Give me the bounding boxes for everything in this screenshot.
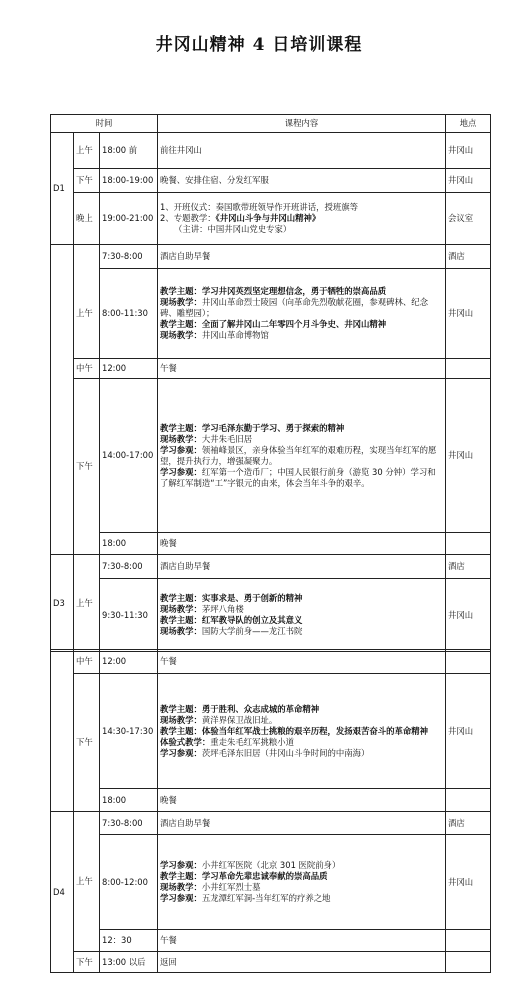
content-cell <box>158 379 446 533</box>
content-cell: 前往井冈山 <box>158 133 446 169</box>
table-row <box>51 812 491 835</box>
page-title: 井冈山精神 4 日培训课程 <box>155 35 363 55</box>
content-text: 黄洋界保卫战旧址。 <box>201 714 278 725</box>
content-label: 现场教学： <box>160 330 202 340</box>
place-cell: 井冈山 <box>446 674 491 789</box>
content-cell <box>158 269 446 359</box>
period-am: 上午 <box>74 269 100 359</box>
content-line <box>160 467 443 489</box>
period-am: 上午 <box>74 133 100 169</box>
table-row <box>51 789 491 812</box>
place-cell <box>446 650 491 674</box>
content-line <box>160 330 443 341</box>
content-line <box>160 593 443 604</box>
period-noon: 中午 <box>74 650 100 674</box>
content-cell <box>158 674 446 789</box>
content-label: 学习参观： <box>160 444 202 455</box>
time-cell: 7:30-8:00 <box>100 245 158 269</box>
content-cell: 酒店自助早餐 <box>158 245 446 269</box>
content-label: 教学主题： <box>160 871 202 881</box>
content-line <box>160 871 443 882</box>
header-place: 地点 <box>446 115 491 133</box>
content-text: 实事求是、勇于创新的精神 <box>201 593 303 603</box>
time-cell: 18:00 前 <box>100 133 158 169</box>
content-cell: 晚餐、安排住宿、分发红军服 <box>158 169 446 193</box>
content-label: 学习参观： <box>160 893 202 903</box>
content-text: 红军教导队的创立及其意义 <box>201 615 303 625</box>
place-cell: 井冈山 <box>446 169 491 193</box>
day-label-d3-cont <box>51 650 74 812</box>
table-row <box>51 650 491 674</box>
day-label-d1: D1 <box>51 133 74 245</box>
period-pm: 下午 <box>74 379 100 555</box>
content-label: 现场教学： <box>160 604 202 614</box>
content-text: 重走朱毛红军挑粮小道 <box>210 736 294 747</box>
header-content: 课程内容 <box>158 115 446 133</box>
content-label: 现场教学： <box>160 297 202 307</box>
content-text: 茨坪毛泽东旧居（井冈山斗争时间的中南海） <box>201 747 370 758</box>
table-row <box>51 269 491 359</box>
place-cell <box>446 789 491 812</box>
content-text: 大井朱毛旧居 <box>201 433 253 444</box>
table-row <box>51 245 491 269</box>
period-pm: 下午 <box>74 674 100 812</box>
content-line: （主讲：中国井冈山党史专家） <box>174 224 292 234</box>
place-cell <box>446 533 491 555</box>
content-text: 学习毛泽东勤于学习、勇于探索的精神 <box>201 422 345 433</box>
period-pm: 下午 <box>74 952 100 973</box>
place-cell <box>446 359 491 379</box>
day-label-d2 <box>51 245 74 555</box>
content-line <box>160 319 443 330</box>
content-cell: 午餐 <box>158 930 446 952</box>
content-text: 井冈山革命烈士陵园（向革命先烈敬献花圈，参观碑林、纪念碑、雕塑园）； <box>160 297 428 318</box>
content-text: 体验当年红军战士挑粮的艰辛历程，发扬艰苦奋斗的革命精神 <box>201 725 428 736</box>
content-line <box>160 715 443 726</box>
content-line <box>160 423 443 434</box>
place-cell <box>446 952 491 973</box>
content-line <box>160 860 443 871</box>
content-text: 《井冈山斗争与井冈山精神》 <box>215 213 321 223</box>
content-text: 小井红军医院（北京 301 医院前身） <box>201 860 341 870</box>
header-time: 时间 <box>51 115 158 133</box>
content-cell <box>158 579 446 652</box>
content-cell: 返回 <box>158 952 446 973</box>
content-text: 领袖峰景区，亲身体验当年红军的艰难历程，实现当年红军的愿望，提升执行力，增强凝聚力。 <box>160 444 437 466</box>
time-cell: 14:00-17:00 <box>100 379 158 533</box>
content-line <box>160 213 443 224</box>
content-label: 现场教学： <box>160 433 202 444</box>
place-cell: 井冈山 <box>446 133 491 169</box>
content-text: 小井红军烈士墓 <box>201 882 261 892</box>
content-text: 五龙潭红军洞-当年红军的疗养之地 <box>201 893 331 903</box>
time-cell: 12:00 <box>100 650 158 674</box>
content-line <box>160 704 443 715</box>
content-line: 1、开班仪式：奏国歌带班领导作开班讲话，授班旗等 <box>160 202 358 212</box>
content-label: 学习参观： <box>160 747 202 758</box>
content-cell: 晚餐 <box>158 533 446 555</box>
content-line <box>160 297 443 319</box>
time-cell: 7:30-8:00 <box>100 812 158 835</box>
content-line <box>160 882 443 893</box>
content-label: 学习参观： <box>160 466 202 477</box>
content-label: 教学主题： <box>160 319 202 329</box>
table-header-row <box>51 115 491 133</box>
content-label: 2、专题教学： <box>160 213 216 223</box>
content-text: 学习革命先辈忠诚奉献的崇高品质 <box>201 871 328 881</box>
table-row <box>51 133 491 169</box>
table-row <box>51 930 491 952</box>
content-cell: 酒店自助早餐 <box>158 555 446 579</box>
time-cell: 9:30-11:30 <box>100 579 158 652</box>
content-label: 现场教学： <box>160 626 202 636</box>
time-cell: 7:30-8:00 <box>100 555 158 579</box>
content-label: 教学主题： <box>160 593 202 603</box>
content-text: 全面了解井冈山二年零四个月斗争史、井冈山精神 <box>201 319 387 329</box>
period-am: 上午 <box>74 812 100 952</box>
table-row <box>51 169 491 193</box>
period-am: 上午 <box>74 555 100 652</box>
content-label: 教学主题： <box>160 286 202 296</box>
content-cell: 午餐 <box>158 650 446 674</box>
content-text: 井冈山革命博物馆 <box>201 330 269 340</box>
time-cell: 18:00 <box>100 533 158 555</box>
period-pm: 下午 <box>74 169 100 193</box>
place-cell: 井冈山 <box>446 379 491 533</box>
time-cell: 19:00-21:00 <box>100 193 158 245</box>
content-line <box>160 893 443 904</box>
table-row <box>51 835 491 930</box>
day-label-d4: D4 <box>51 812 74 973</box>
place-cell: 井冈山 <box>446 269 491 359</box>
place-cell: 酒店 <box>446 812 491 835</box>
content-line <box>160 445 443 467</box>
period-blank <box>74 245 100 269</box>
time-cell: 12：30 <box>100 930 158 952</box>
table-row <box>51 359 491 379</box>
table-row <box>51 379 491 533</box>
time-cell: 18:00 <box>100 789 158 812</box>
content-cell <box>158 835 446 930</box>
place-cell <box>446 930 491 952</box>
content-text: 国防大学前身——龙江书院 <box>201 626 303 636</box>
content-line <box>160 626 443 637</box>
table-row <box>51 533 491 555</box>
content-line <box>160 615 443 626</box>
content-label: 教学主题： <box>160 703 202 714</box>
content-text: 勇于胜利、众志成城的革命精神 <box>201 703 320 714</box>
time-cell: 8:00-12:00 <box>100 835 158 930</box>
content-text: 红军第一个造币厂；中国人民银行前身（游览 30 分钟）学习和了解红军制造“工”字银元的由来，体会当年斗争的艰辛。 <box>160 466 436 488</box>
content-line <box>160 434 443 445</box>
content-label: 教学主题： <box>160 725 202 736</box>
content-cell: 午餐 <box>158 359 446 379</box>
content-label: 学习参观： <box>160 860 202 870</box>
schedule-table-page2 <box>50 649 491 973</box>
time-cell: 12:00 <box>100 359 158 379</box>
time-cell: 8:00-11:30 <box>100 269 158 359</box>
content-label: 现场教学： <box>160 882 202 892</box>
content-label: 教学主题： <box>160 615 202 625</box>
period-noon: 中午 <box>74 359 100 379</box>
content-label: 体验式教学： <box>160 736 211 747</box>
place-cell: 酒店 <box>446 245 491 269</box>
place-cell: 井冈山 <box>446 579 491 652</box>
table-row <box>51 579 491 652</box>
time-cell: 13:00 以后 <box>100 952 158 973</box>
table-row <box>51 952 491 973</box>
content-line <box>160 286 443 297</box>
content-cell <box>158 193 446 245</box>
day-label-d3: D3 <box>51 555 74 652</box>
content-line <box>160 726 443 737</box>
content-label: 教学主题： <box>160 422 202 433</box>
content-line <box>160 737 443 748</box>
content-text: 茅坪八角楼 <box>201 604 244 614</box>
table-row <box>51 555 491 579</box>
content-line <box>160 748 443 759</box>
content-label: 现场教学： <box>160 714 202 725</box>
content-text: 学习井冈英烈坚定理想信念，勇于牺牲的崇高品质 <box>201 286 387 296</box>
time-cell: 14:30-17:30 <box>100 674 158 789</box>
period-eve: 晚上 <box>74 193 100 245</box>
content-cell: 酒店自助早餐 <box>158 812 446 835</box>
place-cell: 酒店 <box>446 555 491 579</box>
place-cell: 井冈山 <box>446 835 491 930</box>
table-row <box>51 193 491 245</box>
content-line <box>160 604 443 615</box>
table-row <box>51 674 491 789</box>
content-cell: 晚餐 <box>158 789 446 812</box>
schedule-table-page1 <box>50 114 491 652</box>
place-cell: 会议室 <box>446 193 491 245</box>
time-cell: 18:00-19:00 <box>100 169 158 193</box>
